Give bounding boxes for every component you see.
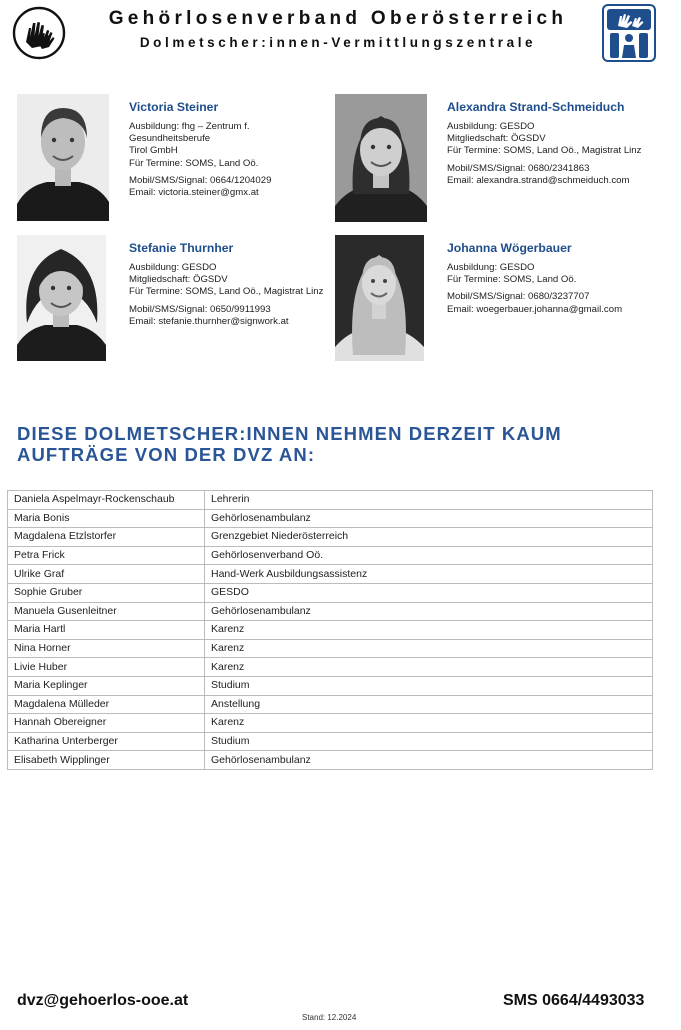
phone-line: Mobil/SMS/Signal: 0680/3237707 [447, 291, 590, 303]
info-line: Ausbildung: GESDO [129, 262, 217, 273]
section-heading [17, 423, 617, 465]
interpreter-name-cell: Nina Horner [8, 639, 205, 658]
contact-card-stefanie-thurnher [129, 241, 334, 328]
status-cell: Karenz [205, 639, 653, 658]
info-line: Ausbildung: GESDO [447, 121, 535, 132]
section-heading-line: AUFTRÄGE VON DER DVZ AN: [17, 444, 316, 465]
info-line: Mitgliedschaft: ÖGSDV [129, 274, 228, 286]
interpreter-name-cell: Magdalena Etzlstorfer [8, 528, 205, 547]
email-line: Email: victoria.steiner@gmx.at [129, 187, 259, 199]
interpreter-name-cell: Maria Hartl [8, 621, 205, 640]
table-row [8, 546, 653, 565]
email-line: Email: woegerbauer.johanna@gmail.com [447, 303, 623, 315]
interpreter-name-cell: Elisabeth Wipplinger [8, 751, 205, 770]
portrait-photo-stefanie-thurnher [17, 235, 106, 361]
status-cell: Karenz [205, 714, 653, 733]
interpreter-name-cell: Sophie Gruber [8, 583, 205, 602]
interpreter-name: Victoria Steiner [129, 100, 219, 114]
contact-card-johanna-woegerbauer [447, 241, 677, 316]
portrait-photo-johanna-woegerbauer [335, 235, 424, 361]
interpreter-name-cell: Maria Bonis [8, 509, 205, 528]
status-cell: Grenzgebiet Niederösterreich [205, 528, 653, 547]
contact-card-victoria-steiner [129, 100, 319, 199]
phone-line: Mobil/SMS/Signal: 0650/9911993 [129, 303, 271, 315]
interpreter-name-cell: Katharina Unterberger [8, 732, 205, 751]
interpreter-name: Johanna Wögerbauer [447, 241, 572, 255]
info-line: Ausbildung: fhg – Zentrum f. [129, 121, 250, 132]
table-row [8, 509, 653, 528]
status-cell: Anstellung [205, 695, 653, 714]
interpreter-name-cell: Petra Frick [8, 546, 205, 565]
contact-card-alexandra-strand-schmeiduch [447, 100, 677, 187]
status-cell: Gehörlosenambulanz [205, 751, 653, 770]
email-line: Email: alexandra.strand@schmeiduch.com [447, 174, 630, 186]
table-row [8, 658, 653, 677]
status-cell: GESDO [205, 583, 653, 602]
phone-line: Mobil/SMS/Signal: 0680/2341863 [447, 162, 590, 174]
interpreter-name: Stefanie Thurnher [129, 241, 234, 255]
interpreter-name-cell: Hannah Obereigner [8, 714, 205, 733]
info-line: Tirol GmbH [129, 145, 178, 157]
status-cell: Karenz [205, 658, 653, 677]
table-row [8, 714, 653, 733]
footer-email[interactable]: dvz@gehoerlos-ooe.at [17, 992, 189, 1009]
table-row [8, 621, 653, 640]
info-line: Für Termine: SOMS, Land Oö., Magistrat Linz [129, 286, 324, 298]
info-line: Mitgliedschaft: ÖGSDV [447, 133, 546, 145]
interpreter-name-cell: Daniela Aspelmayr-Rockenschaub [8, 491, 205, 510]
interpreter-name-cell: Livie Huber [8, 658, 205, 677]
info-line: Gesundheitsberufe [129, 133, 211, 145]
table-row [8, 583, 653, 602]
inactive-interpreters-table [7, 490, 653, 770]
status-cell: Lehrerin [205, 491, 653, 510]
interpreter-name-cell: Ulrike Graf [8, 565, 205, 584]
organization-title: Gehörlosenverband Oberösterreich [108, 8, 568, 29]
table-row [8, 491, 653, 510]
info-line: Für Termine: SOMS, Land Oö. [129, 157, 259, 169]
portrait-photo-victoria-steiner [17, 94, 109, 221]
status-cell: Gehörlosenverband Oö. [205, 546, 653, 565]
info-line: Für Termine: SOMS, Land Oö., Magistrat Linz [447, 145, 642, 157]
interpreter-name-cell: Manuela Gusenleitner [8, 602, 205, 621]
sign-hands-icon [12, 6, 66, 60]
table-row [8, 602, 653, 621]
table-row [8, 565, 653, 584]
status-cell: Studium [205, 732, 653, 751]
email-line: Email: stefanie.thurnher@signwork.at [129, 315, 289, 327]
status-cell: Hand-Werk Ausbildungsassistenz [205, 565, 653, 584]
interpreter-name-cell: Maria Keplinger [8, 676, 205, 695]
interpreter-symbol-icon [602, 4, 656, 62]
table-row [8, 528, 653, 547]
info-line: Ausbildung: GESDO [447, 262, 535, 273]
phone-line: Mobil/SMS/Signal: 0664/1204029 [129, 174, 272, 186]
table-row [8, 695, 653, 714]
table-row [8, 732, 653, 751]
status-cell: Gehörlosenambulanz [205, 509, 653, 528]
organization-subtitle: Dolmetscher:innen-Vermittlungszentrale [139, 35, 537, 50]
table-row [8, 751, 653, 770]
status-cell: Gehörlosenambulanz [205, 602, 653, 621]
footer-sms: SMS 0664/4493033 [503, 992, 645, 1009]
table-row [8, 639, 653, 658]
table-row [8, 676, 653, 695]
status-cell: Karenz [205, 621, 653, 640]
status-cell: Studium [205, 676, 653, 695]
interpreter-name-cell: Magdalena Mülleder [8, 695, 205, 714]
footer-stand-date: Stand: 12.2024 [302, 1013, 357, 1022]
interpreter-name: Alexandra Strand-Schmeiduch [447, 100, 625, 114]
section-heading-line: DIESE DOLMETSCHER:INNEN NEHMEN DERZEIT KAUM [17, 423, 562, 444]
portrait-photo-alexandra-strand-schmeiduch [335, 94, 427, 222]
info-line: Für Termine: SOMS, Land Oö. [447, 274, 577, 286]
